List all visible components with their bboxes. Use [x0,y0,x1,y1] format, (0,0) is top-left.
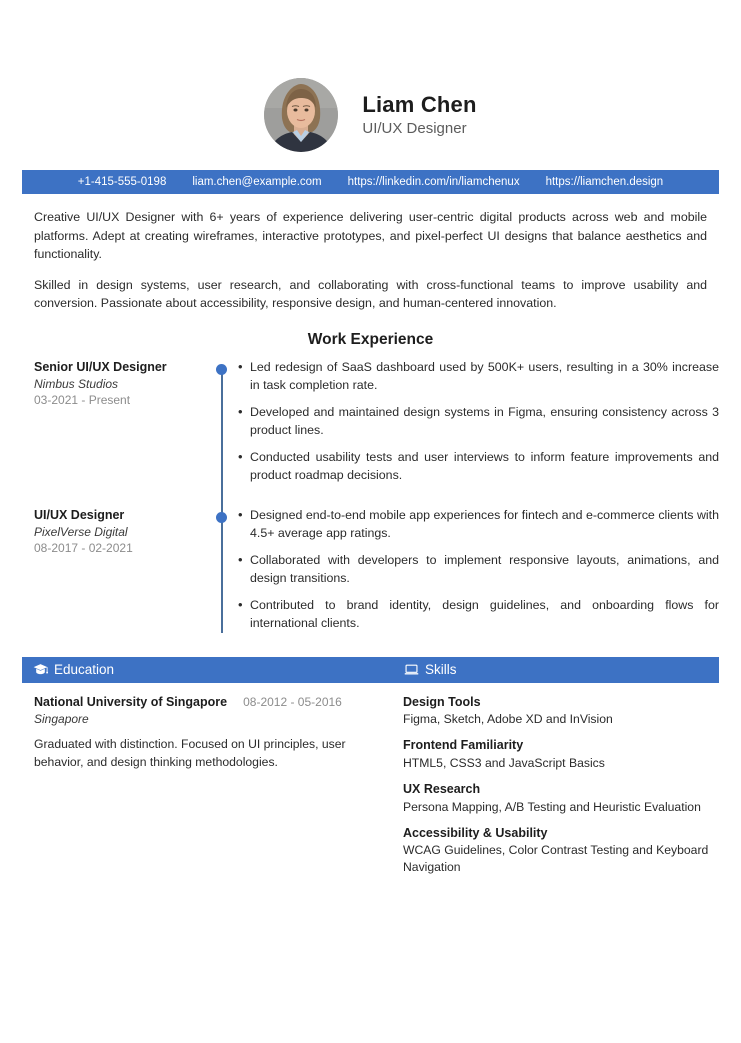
skill-group-detail: HTML5, CSS3 and JavaScript Basics [403,755,605,770]
education-column [22,683,393,876]
job-bullet: • Designed end-to-end mobile app experiences for fintech and e-commerce clients with 4.5+ average app ratings. [236,507,719,543]
work-experience-timeline [34,359,719,633]
skill-group [403,694,709,729]
work-experience-title: Work Experience [307,331,434,349]
job-bullet: • Developed and maintained design systems in Figma, ensuring consistency across 3 product lines. [236,404,719,440]
job-bullets [206,507,719,633]
job-bullet: • Conducted usability tests and user interviews to inform feature improvements and product roadmap decisions. [236,449,719,485]
job-meta [34,507,206,633]
summary-paragraph-2: Skilled in design systems, user research, and collaborating with cross-functional teams to improve usability and conversion. Passionate about accessibility, responsive design, and human-centered innovation. [34,277,707,311]
header-job-title: UI/UX Designer [362,120,467,138]
work-experience-item [34,359,719,485]
person-photo-avatar-icon [264,78,338,152]
contact-email[interactable]: liam.chen@example.com [192,176,322,188]
skill-group [403,781,709,816]
skill-group-detail: Figma, Sketch, Adobe XD and InVision [403,712,613,727]
job-bullet: • Led redesign of SaaS dashboard used by 500K+ users, resulting in a 30% increase in task completion rate. [236,359,719,395]
skills-section-header [393,657,719,683]
name-block [362,91,476,139]
graduation-cap-icon [32,662,48,678]
section-header-bars [22,657,719,683]
skill-group-name: UX Research [403,782,481,797]
education-entry-head [34,694,377,711]
skill-group-name: Frontend Familiarity [403,738,524,753]
skill-group [403,737,709,772]
work-experience-item [34,507,719,633]
skill-group-name: Design Tools [403,694,481,709]
job-dates: 03-2021 - Present [34,393,131,408]
summary-paragraph-1: Creative UI/UX Designer with 6+ years of experience delivering user-centric digital products across web and mobile platforms. Adept at creating wireframes, interactive prototypes, and pixel-perfect UI designs that balance aesthetics and functionality. [34,210,707,262]
skills-column [393,683,719,876]
job-bullet: • Contributed to brand identity, design guidelines, and onboarding flows for international clients. [236,597,719,633]
summary-section [34,208,707,313]
contact-linkedin[interactable]: https://linkedin.com/in/liamchenux [347,176,520,188]
laptop-icon [403,662,419,678]
job-role: Senior UI/UX Designer [34,360,167,375]
skill-group-detail: Persona Mapping, A/B Testing and Heuristic Evaluation [403,799,701,814]
education-section-header [22,657,393,683]
skill-group-name: Accessibility & Usability [403,825,548,840]
job-bullets [206,359,719,485]
skills-section-title: Skills [425,662,457,678]
resume-header [0,0,741,166]
contact-bar [22,170,719,194]
avatar [264,78,338,152]
education-dates: 08-2012 - 05-2016 [243,694,342,709]
job-dates: 08-2017 - 02-2021 [34,541,133,556]
job-meta [34,359,206,485]
job-bullet: • Collaborated with developers to implement responsive layouts, animations, and design transitions. [236,552,719,588]
timeline-dot-icon [216,364,227,375]
page-title: Liam Chen [362,91,477,117]
contact-phone[interactable]: +1-415-555-0198 [77,176,167,188]
job-company: Nimbus Studios [34,376,119,391]
job-company: PixelVerse Digital [34,524,128,539]
timeline-dot-icon [216,512,227,523]
education-school: National University of Singapore [34,694,228,709]
lower-columns [22,683,719,876]
skill-group-detail: WCAG Guidelines, Color Contrast Testing and Keyboard Navigation [403,843,709,875]
skill-group [403,825,709,877]
job-role: UI/UX Designer [34,507,125,522]
education-description: Graduated with distinction. Focused on UI principles, user behavior, and design thinking methodologies. [34,736,346,769]
education-section-title: Education [54,662,115,678]
education-location: Singapore [34,711,89,726]
contact-website[interactable]: https://liamchen.design [545,176,664,188]
